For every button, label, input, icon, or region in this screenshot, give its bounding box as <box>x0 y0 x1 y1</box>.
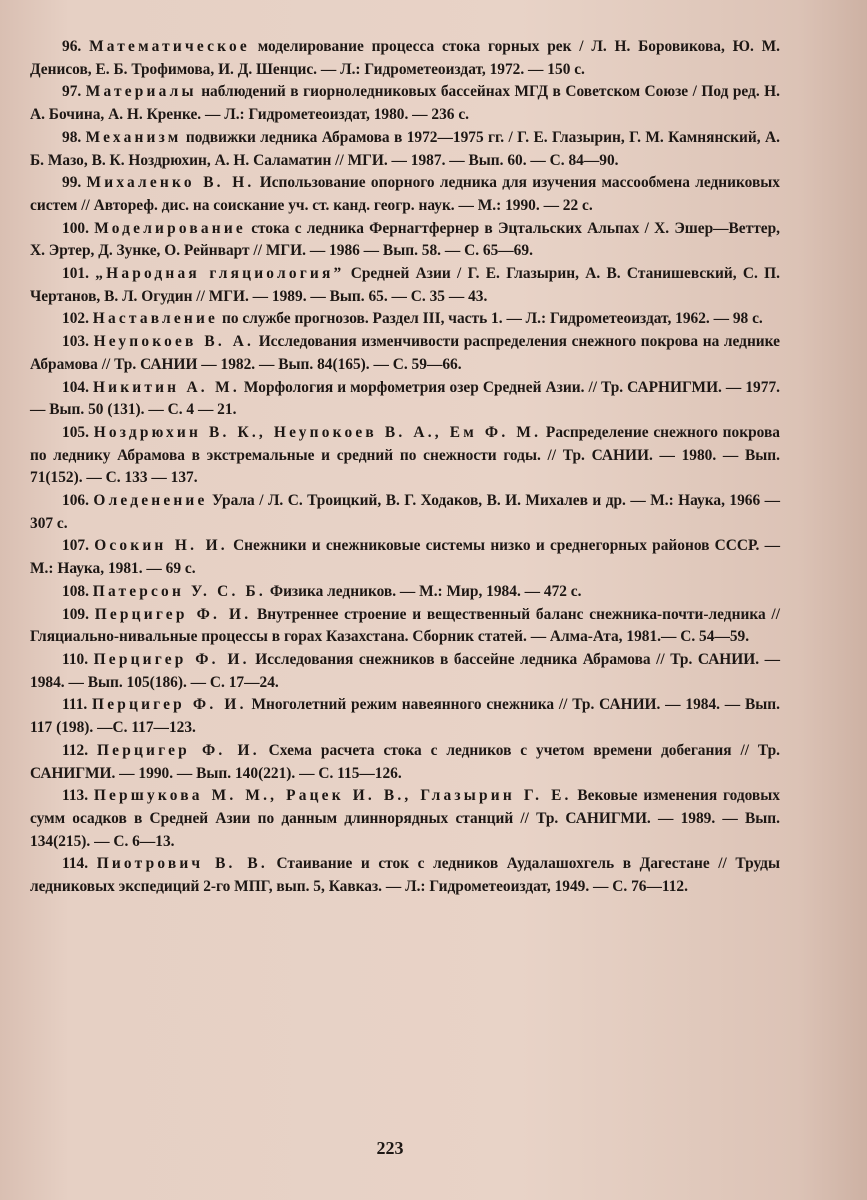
entry-text: Урала / Л. С. Троицкий, В. Г. Ходаков, В. И. Михалев и др. — М.: Наука, 1966 — 307 с. <box>30 492 780 532</box>
entry-number: 110. <box>62 650 89 668</box>
reference-entry <box>30 308 780 331</box>
entry-text: подвижки ледника Абрамова в 1972—1975 гг. / Г. Е. Глазырин, Г. М. Камнянский, А. Б. Мазо, В. К. Ноздрюхин, А. Н. Саламатин // МГИ. — 1987. — Вып. 60. — С. 84—90. <box>30 128 780 169</box>
entry-lead: „Народная гляциология” <box>95 265 345 283</box>
entry-text: Внутреннее строение и вещественный баланс снежника-почти-ледника // Гляциально-нивальные процессы в горах Казахстана. Сборник статей. — Алма-Ата, 1981.— С. 54—59. <box>30 605 780 646</box>
reference-entry <box>30 172 780 217</box>
entry-lead: Михаленко В. Н. <box>86 174 255 192</box>
reference-entry <box>30 377 780 422</box>
entry-text: Использование опорного ледника для изучения массообмена ледниковых систем // Автореф. дис. на соискание уч. ст. канд. геогр. наук. — М.: 1990. — 22 с. <box>30 174 780 214</box>
entry-lead: Математическое <box>89 38 250 55</box>
entry-number: 109. <box>62 605 89 623</box>
entry-text: Вековые изменения годовых сумм осадков в Средней Азии по данным длиннорядных станций // Тр. САНИГМИ. — 1989. — Вып. 134(215). — С. 6—13. <box>30 787 780 850</box>
entry-text: Распределение снежного покрова по леднику Абрамова в экстремальные и средний по снежности годы. // Тр. САНИИ. — 1980. — Вып. 71(152). — С. 133 — 137. <box>30 423 780 487</box>
reference-entry <box>30 581 780 604</box>
reference-entry <box>30 263 780 308</box>
entry-lead: Механизм <box>85 128 182 146</box>
reference-entry <box>30 649 780 694</box>
entry-number: 104. <box>62 378 89 396</box>
entry-lead: Пиотрович В. В. <box>96 855 268 873</box>
entry-text: Стаивание и сток с ледников Аудалашохгель в Дагестане // Труды ледниковых экспедиций 2-го МПГ, вып. 5, Кавказ. — Л.: Гидрометеоиздат, 1949. — С. 76—112. <box>30 855 780 896</box>
entry-text: Исследования изменчивости распределения снежного покрова на леднике Абрамова // Тр. САНИИ — 1982. — Вып. 84(165). — С. 59—66. <box>30 333 780 373</box>
reference-entry <box>30 422 780 490</box>
entry-number: 101. <box>62 265 89 283</box>
reference-entry <box>30 785 780 853</box>
reference-entry <box>30 127 780 172</box>
reference-entry <box>30 604 780 649</box>
entry-number: 111. <box>62 696 88 714</box>
entry-text: стока с ледника Фернагтфернер в Эцтальских Альпах / Х. Эшер—Веттер, Х. Эртер, Д. Зунке, О. Рейнварт // МГИ. — 1986 — Вып. 58. — С. 65—69. <box>30 219 780 260</box>
entry-number: 112. <box>62 741 89 759</box>
entry-number: 96. <box>62 38 82 55</box>
entry-text: Схема расчета стока с ледников с учетом времени добегания // Тр. САНИГМИ. — 1990. — Вып. 140(221). — С. 115—126. <box>30 741 780 782</box>
entry-number: 113. <box>62 787 89 805</box>
reference-entry <box>30 36 780 81</box>
reference-entry <box>30 490 780 535</box>
entry-lead: Оледенение <box>93 492 208 510</box>
entry-number: 100. <box>62 219 89 237</box>
entry-text: Исследования снежников в бассейне ледника Абрамова // Тр. САНИИ. — 1984. — Вып. 105(186). — С. 17—24. <box>30 650 780 691</box>
entry-lead: Патерсон У. С. Б. <box>92 582 266 600</box>
entry-lead: Наставление <box>92 310 219 328</box>
entry-text: моделирование процесса стока горных рек / Л. Н. Боровикова, Ю. М. Денисов, Е. Б. Трофимова, И. Д. Шенцис. — Л.: Гидрометеоиздат, 1972. — 150 с. <box>30 38 780 78</box>
entry-text: наблюдений в гиорноледниковых бассейнах МГД в Советском Союзе / Под ред. Н. А. Бочина, А. Н. Кренке. — Л.: Гидрометеоиздат, 1980. — 236 с. <box>30 83 780 124</box>
entry-lead: Ноздрюхин В. К., Неупокоев В. А., Ем Ф. М. <box>93 423 542 441</box>
entry-number: 106. <box>62 492 89 510</box>
entry-lead: Перцигер Ф. И. <box>92 696 247 714</box>
entry-lead: Неупокоев В. А. <box>93 333 255 351</box>
page-number: 223 <box>376 1138 404 1158</box>
entry-lead: Перцигер Ф. И. <box>94 605 252 623</box>
reference-entry <box>30 853 780 898</box>
reference-entry <box>30 218 780 263</box>
entry-text: Физика ледников. — М.: Мир, 1984. — 472 с. <box>269 582 582 600</box>
entry-lead: Моделирование <box>94 219 246 237</box>
reference-entry <box>30 81 780 126</box>
entry-number: 103. <box>62 333 89 351</box>
entry-text: Средней Азии / Г. Е. Глазырин, А. В. Станишевский, С. П. Чертанов, В. Л. Огудин // МГИ. — 1989. — Вып. 65. — С. 35 — 43. <box>30 265 780 305</box>
entry-lead: Материалы <box>85 83 197 101</box>
entry-number: 105. <box>62 423 89 441</box>
entry-text: Морфология и морфометрия озер Средней Азии. // Тр. САРНИГМИ. — 1977. — Вып. 50 (131). — С. 4 — 21. <box>30 378 780 419</box>
entry-lead: Першукова М. М., Рацек И. В., Глазырин Г. Е. <box>93 787 572 805</box>
entry-number: 114. <box>62 855 89 873</box>
entry-number: 107. <box>62 537 89 555</box>
entry-number: 98. <box>62 128 82 146</box>
entry-number: 108. <box>62 582 89 600</box>
reference-entry <box>30 535 780 580</box>
entry-number: 99. <box>62 174 82 192</box>
entry-text: по службе прогнозов. Раздел III, часть 1. — Л.: Гидрометеоиздат, 1962. — 98 с. <box>221 310 763 328</box>
entry-number: 97. <box>62 83 82 101</box>
entry-number: 102. <box>62 310 89 328</box>
reference-entry <box>30 740 780 785</box>
reference-entry <box>30 331 780 376</box>
entry-text: Снежники и снежниковые системы низко и среднегорных районов СССР. — М.: Наука, 1981. — 69 с. <box>30 537 780 578</box>
entry-text: Многолетний режим навеянного снежника // Тр. САНИИ. — 1984. — Вып. 117 (198). —С. 117—123. <box>30 696 780 737</box>
reference-list <box>30 36 780 899</box>
entry-lead: Никитин А. М. <box>92 378 240 396</box>
reference-entry <box>30 694 780 739</box>
entry-lead: Перцигер Ф. И. <box>97 741 260 759</box>
entry-lead: Перцигер Ф. И. <box>93 650 250 668</box>
entry-lead: Осокин Н. И. <box>94 537 228 555</box>
